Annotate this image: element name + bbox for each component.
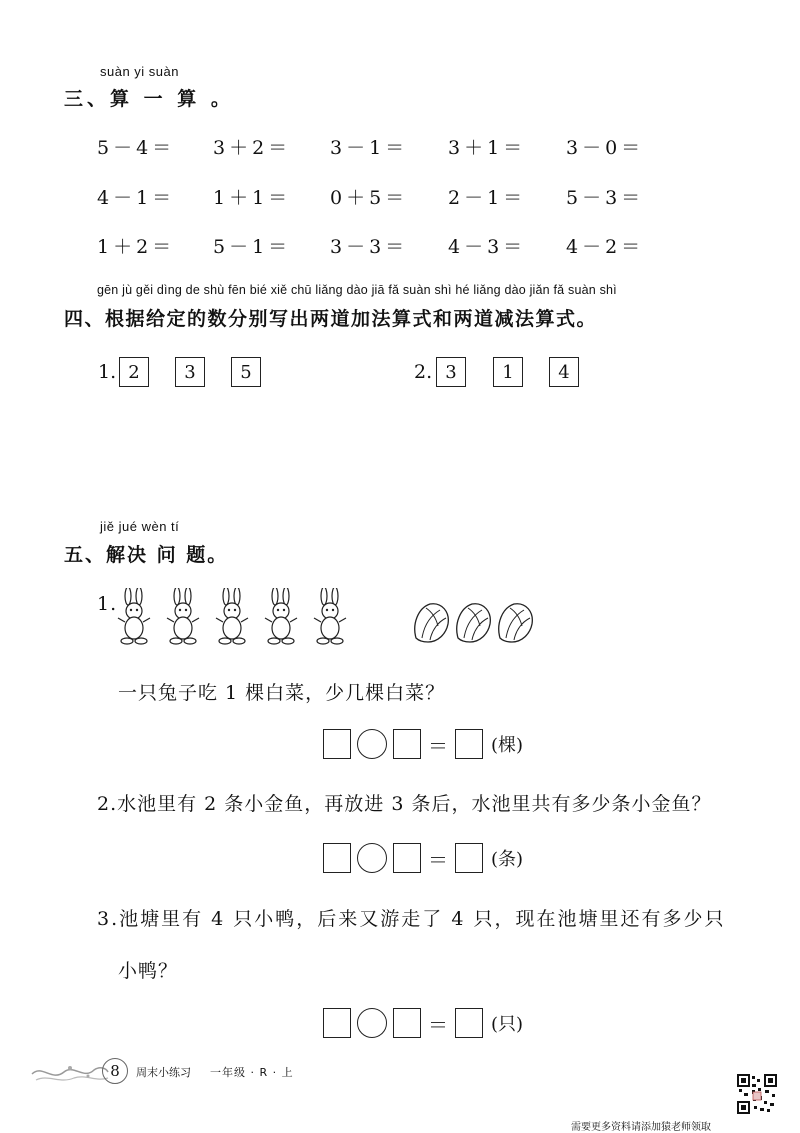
footer-wave-decoration <box>30 1056 110 1086</box>
equals-sign: ＝ <box>428 1012 448 1037</box>
problem1-question: 一只兔子吃 1 棵白菜，少几棵白菜？ <box>118 682 446 704</box>
answer-box[interactable] <box>323 729 351 759</box>
rabbits-illustration <box>112 588 362 650</box>
operator-circle[interactable] <box>357 1008 387 1038</box>
equation: 4－2＝ <box>566 236 645 258</box>
equation: 2－1＝ <box>448 187 527 209</box>
problem1-label: 1. <box>97 593 118 615</box>
answer-box[interactable] <box>323 1008 351 1038</box>
answer-row-2 <box>323 843 523 873</box>
operator-circle[interactable] <box>357 843 387 873</box>
number-box: 3 <box>436 357 466 387</box>
equation: 4－3＝ <box>448 236 527 258</box>
problem3-line1: 3.池塘里有 4 只小鸭，后来又游走了 4 只，现在池塘里还有多少只 <box>97 908 726 930</box>
answer-box[interactable] <box>323 843 351 873</box>
group-label: 1. <box>98 361 117 383</box>
footer-note: 需要更多资料请添加猿老师领取 <box>571 1122 711 1133</box>
rabbit-icon <box>216 588 248 644</box>
rabbit-icon <box>167 588 199 644</box>
equation: 1＋1＝ <box>213 187 292 209</box>
section3-pinyin: suàn yi suàn <box>100 64 179 79</box>
equation: 3－3＝ <box>330 236 409 258</box>
equation: 3－1＝ <box>330 137 409 159</box>
rabbit-icon <box>314 588 346 644</box>
section5-pinyin: jiě jué wèn tí <box>100 519 180 534</box>
answer-box[interactable] <box>455 1008 483 1038</box>
answer-box[interactable] <box>455 843 483 873</box>
number-box: 5 <box>231 357 261 387</box>
equation: 3＋1＝ <box>448 137 527 159</box>
equation: 4－1＝ <box>97 187 176 209</box>
equation: 1＋2＝ <box>97 236 176 258</box>
section4-title: 四、根据给定的数分别写出两道加法算式和两道减法算式。 <box>64 308 598 330</box>
section5-title: 五、解决 问 题。 <box>64 544 229 566</box>
number-box: 4 <box>549 357 579 387</box>
equation: 5－3＝ <box>566 187 645 209</box>
qr-code[interactable] <box>737 1074 777 1114</box>
number-box: 3 <box>175 357 205 387</box>
section3-title: 三、算 一 算 。 <box>64 88 234 110</box>
rabbit-icon <box>118 588 150 644</box>
equation: 3－0＝ <box>566 137 645 159</box>
number-box: 2 <box>119 357 149 387</box>
unit-label: (只) <box>491 1014 524 1035</box>
rabbit-icon <box>265 588 297 644</box>
group-label: 2. <box>414 361 433 383</box>
equals-sign: ＝ <box>428 733 448 758</box>
equation: 5－1＝ <box>213 236 292 258</box>
book-title: 周末小练习 <box>136 1066 191 1079</box>
equals-sign: ＝ <box>428 847 448 872</box>
answer-box[interactable] <box>393 843 421 873</box>
equation: 0＋5＝ <box>330 187 409 209</box>
cabbage-icon <box>415 604 449 642</box>
grade-label: 一年级 · R · 上 <box>210 1066 294 1079</box>
cabbages-illustration <box>410 598 538 646</box>
cabbage-icon <box>457 604 491 642</box>
answer-box[interactable] <box>455 729 483 759</box>
unit-label: (条) <box>491 849 524 870</box>
section4-pinyin: gēn jù gěi dìng de shù fēn bié xiě chū liǎng dào jiā fǎ suàn shì hé liǎng dào jiǎn fǎ suàn shì <box>97 283 617 297</box>
equation: 5－4＝ <box>97 137 176 159</box>
number-box: 1 <box>493 357 523 387</box>
answer-row-3 <box>323 1008 523 1038</box>
problem2-text: 2.水池里有 2 条小金鱼，再放进 3 条后，水池里共有多少条小金鱼？ <box>97 793 712 815</box>
equation: 3＋2＝ <box>213 137 292 159</box>
answer-box[interactable] <box>393 729 421 759</box>
operator-circle[interactable] <box>357 729 387 759</box>
problem3-line2: 小鸭？ <box>118 960 179 982</box>
unit-label: (棵) <box>491 735 524 756</box>
answer-box[interactable] <box>393 1008 421 1038</box>
cabbage-icon <box>499 604 533 642</box>
answer-row-1 <box>323 729 523 759</box>
page-number: 8 <box>102 1058 128 1084</box>
